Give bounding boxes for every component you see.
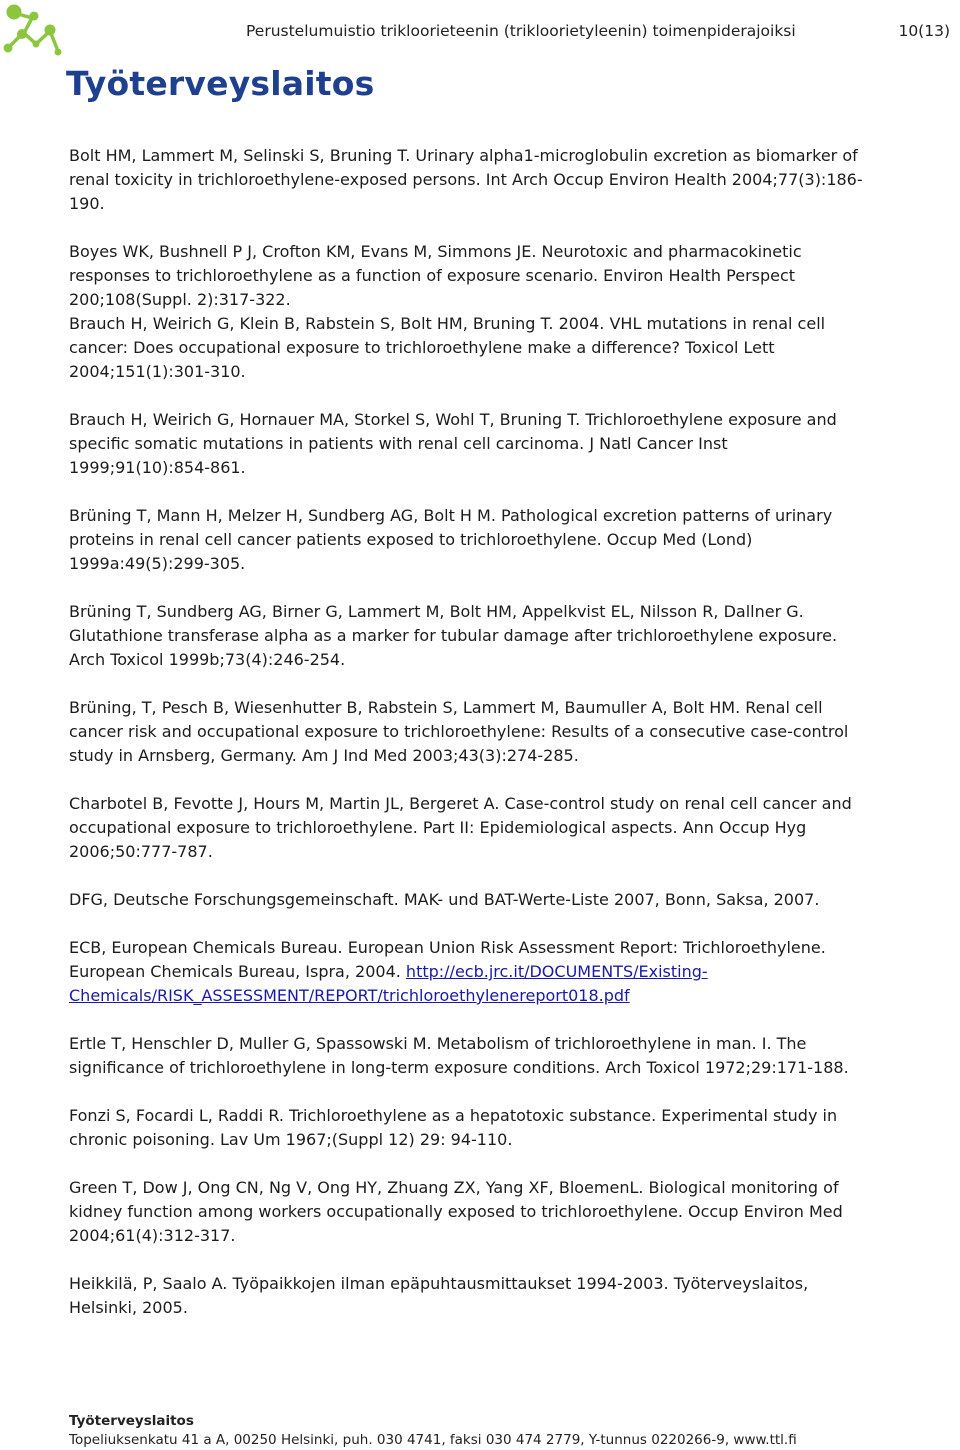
reference-entry [69, 504, 949, 576]
page-number: 10(13) [898, 22, 950, 40]
reference-text: Brauch H, Weirich G, Klein B, Rabstein S, Bolt HM, Bruning T. 2004. VHL mutations in renal cell cancer: Does occupational exposure to trichloroethylene make a difference? Toxicol Lett 2004;151(1):301-310. [69, 314, 826, 381]
reference-text: Ertle T, Henschler D, Muller G, Spassowski M. Metabolism of trichloroethylene in man. I. The significance of trichloroethylene in long-term exposure conditions. Arch Toxicol 1972;29:171-188. [69, 1034, 849, 1077]
report-url-link[interactable]: http://ecb.jrc.it/DOCUMENTS/Existing- Chemicals/RISK_ASSESSMENT/REPORT/trichloroethylenereport018.pdf [69, 962, 708, 1005]
reference-text: Green T, Dow J, Ong CN, Ng V, Ong HY, Zhuang ZX, Yang XF, BloemenL. Biological monitoring of kidney function among workers occupationally exposed to trichloroethylene. Occup Environ Med 2004;61(4):312-317. [69, 1178, 843, 1245]
reference-text: Brüning T, Mann H, Melzer H, Sundberg AG, Bolt H M. Pathological excretion patterns of urinary proteins in renal cell cancer patients exposed to trichloroethylene. Occup Med (Lond) 1999a:49(5):299-305. [69, 506, 833, 573]
reference-text: DFG, Deutsche Forschungsgemeinschaft. MAK- und BAT-Werte-Liste 2007, Bonn, Saksa, 2007. [69, 890, 820, 909]
page-footer [69, 1412, 797, 1450]
reference-entry [69, 696, 949, 768]
logo-mark-icon [0, 0, 70, 80]
reference-entry [69, 936, 949, 1008]
reference-text: Brüning, T, Pesch B, Wiesenhutter B, Rabstein S, Lammert M, Baumuller A, Bolt HM. Renal cell cancer risk and occupational exposure to trichloroethylene: Results of a consecutive case-control study in Arnsberg, Germany. Am J Ind Med 2003;43(3):274-285. [69, 698, 849, 765]
reference-entry [69, 600, 949, 672]
reference-entry [69, 144, 949, 216]
reference-list [69, 144, 949, 1320]
reference-entry [69, 1032, 949, 1080]
reference-entry [69, 1176, 949, 1248]
reference-text: Bolt HM, Lammert M, Selinski S, Bruning T. Urinary alpha1-microglobulin excretion as biomarker of renal toxicity in trichloroethylene-exposed persons. Int Arch Occup Environ Health 2004;77(3):186- 190. [69, 146, 863, 213]
reference-text: Charbotel B, Fevotte J, Hours M, Martin JL, Bergeret A. Case-control study on renal cell cancer and occupational exposure to trichloroethylene. Part II: Epidemiological aspects. Ann Occup Hyg 2006;50:777-787. [69, 794, 852, 861]
reference-text: Boyes WK, Bushnell P J, Crofton KM, Evans M, Simmons JE. Neurotoxic and pharmacokinetic responses to trichloroethylene as a function of exposure scenario. Environ Health Perspect 200;108(Suppl. 2):317-322. [69, 242, 802, 309]
reference-text: Brauch H, Weirich G, Hornauer MA, Storkel S, Wohl T, Bruning T. Trichloroethylene exposure and specific somatic mutations in patients with renal cell carcinoma. J Natl Cancer Inst 1999;91(10):854-861. [69, 410, 837, 477]
footer-organization: Työterveyslaitos [69, 1413, 194, 1429]
reference-entry [69, 1104, 949, 1152]
reference-text: ECB, European Chemicals Bureau. European Union Risk Assessment Report: Trichloroethylene. European Chemicals Bureau, Ispra, 2004. [69, 938, 826, 981]
reference-entry [69, 1272, 949, 1320]
reference-entry [69, 240, 949, 312]
reference-entry [69, 408, 949, 480]
reference-entry [69, 792, 949, 864]
reference-text: Heikkilä, P, Saalo A. Työpaikkojen ilman epäpuhtausmittaukset 1994-2003. Työterveyslaitos, Helsinki, 2005. [69, 1274, 809, 1317]
reference-entry [69, 888, 949, 912]
reference-text: Fonzi S, Focardi L, Raddi R. Trichloroethylene as a hepatotoxic substance. Experimental study in chronic poisoning. Lav Um 1967;(Suppl 12) 29: 94-110. [69, 1106, 838, 1149]
organization-logo [0, 0, 375, 110]
document-title: Perustelumuistio trikloorieteenin (trikloorietyleenin) toimenpiderajoiksi [246, 22, 796, 40]
reference-entry [69, 312, 949, 384]
logo-wordmark: Työterveyslaitos [66, 64, 375, 103]
reference-text: Brüning T, Sundberg AG, Birner G, Lammert M, Bolt HM, Appelkvist EL, Nilsson R, Dallner G. Glutathione transferase alpha as a marker for tubular damage after trichloroethylene exposure. Arch Toxicol 1999b;73(4):246-254. [69, 602, 838, 669]
footer-address: Topeliuksenkatu 41 a A, 00250 Helsinki, puh. 030 4741, faksi 030 474 2779, Y-tunnus 0220266-9, www.ttl.fi [69, 1432, 797, 1448]
